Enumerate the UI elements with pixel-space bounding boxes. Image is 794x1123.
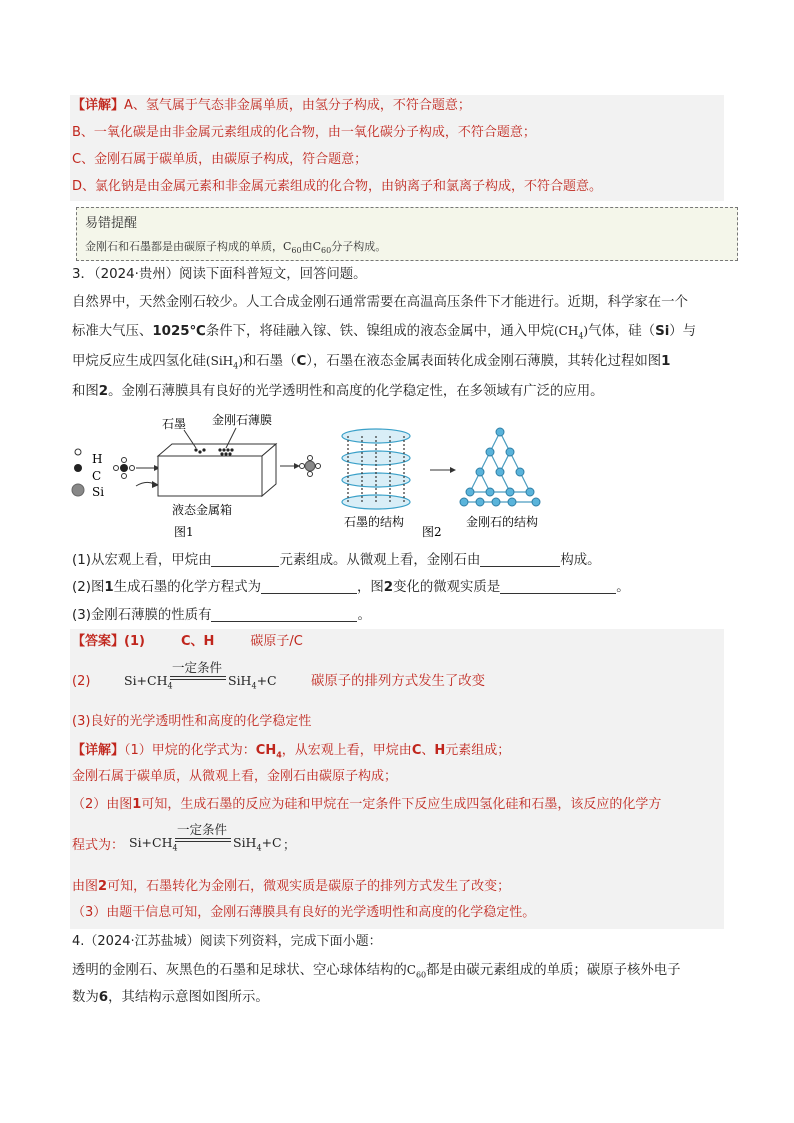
q2-blank-2[interactable] — [500, 579, 616, 594]
answer-equation — [124, 660, 284, 694]
eq2-left-sub: 4 — [172, 843, 178, 853]
d2-l1a: （1）甲烷的化学式为： — [124, 743, 256, 758]
q3-sub2 — [72, 578, 630, 598]
q1-blank-1[interactable] — [211, 552, 279, 567]
graphite-structure-icon — [342, 429, 410, 509]
detail2-line4: 程式为： — [72, 838, 125, 853]
d2-l1e: 、 — [421, 743, 435, 758]
detail1-text-a: A、氢气属于气态非金属单质，由氢分子构成，不符合题意； — [124, 98, 471, 113]
q4-c60-text: C — [406, 963, 416, 977]
q3-blank[interactable] — [211, 607, 357, 622]
eq2-right — [233, 835, 282, 853]
d2-ch4-sub: 4 — [276, 750, 282, 760]
eq-condition: 一定条件 — [172, 660, 223, 675]
liquid-metal-box — [158, 444, 276, 496]
detail-equation — [129, 822, 299, 856]
answer1-value1: C、H — [180, 634, 215, 649]
tip-sub1: 60 — [291, 246, 302, 256]
q4-p1c: 都是由碳元素组成的单质；碳原子核外电子 — [426, 963, 681, 978]
q3-p2f: ）与 — [669, 324, 697, 339]
q3-si: Si — [655, 324, 670, 339]
eq-right — [228, 673, 277, 691]
methane-molecule-icon — [114, 458, 135, 479]
q3-c: C — [296, 354, 307, 369]
eq-left — [124, 673, 173, 691]
q4-c60 — [406, 963, 427, 980]
answer1-value2: 碳原子/C — [250, 634, 303, 649]
q3-para-line2 — [72, 321, 696, 346]
detail-tag: 【详解】 — [72, 98, 125, 113]
q2-fig1: 1 — [104, 580, 114, 595]
q3-p2a: 标准大气压、 — [72, 324, 153, 339]
d2-c: C — [411, 743, 422, 758]
caption-fig2: 图2 — [422, 525, 442, 539]
tip-text — [85, 238, 386, 255]
q4-six: 6 — [98, 990, 109, 1005]
d2-l5c: 可知，石墨转化为金刚石，微观实质是碳原子的排列方式发生了改变； — [107, 879, 511, 894]
q1-blank-2[interactable] — [480, 552, 560, 567]
q3-sub1 — [72, 551, 601, 571]
q2-text-d: ，图 — [356, 580, 384, 595]
ch4-formula: $(CH_4)$ — [553, 324, 589, 341]
detail1-line-a — [72, 96, 471, 116]
answer1-num: (1) — [124, 634, 145, 649]
detail2-line3 — [72, 795, 661, 815]
silane-molecule-icon — [300, 456, 321, 477]
answer3: (3)良好的光学透明性和高度的化学稳定性 — [72, 714, 312, 729]
eq-line-bottom — [170, 679, 226, 680]
q3-para-line1: 自然界中，天然金刚石较少。人工合成金刚石通常需要在高温高压条件下才能进行。近期，科学家在一个 — [72, 295, 688, 310]
in-arrow-bottom — [136, 482, 154, 486]
eq2-end: ； — [283, 837, 296, 852]
answer-line1 — [72, 632, 303, 652]
q3-p3b: 和石墨（ — [242, 354, 297, 369]
detail1-line-c: C、金刚石属于碳单质，由碳原子构成，符合题意； — [72, 152, 368, 167]
q4-line1 — [72, 960, 681, 985]
eq-right-sub: 4 — [251, 681, 257, 691]
detail2-line6: （3）由题干信息可知，金刚石薄膜具有良好的光学透明性和高度的化学稳定性。 — [72, 905, 536, 920]
q3-p3d: ），石墨在液态金属表面转化成金刚石薄膜，其转化过程如图 — [306, 354, 662, 369]
d2-l3c: 可知，生成石墨的反应为硅和甲烷在一定条件下反应生成四氢化硅和石墨，该反应的化学方 — [141, 797, 662, 812]
answer-tag: 【答案】 — [72, 634, 125, 649]
legend-si-label: Si — [92, 485, 105, 499]
tip-text-pre: 金刚石和石墨都是由碳原子构成的单质，C — [85, 240, 292, 253]
legend-h-dot — [75, 449, 81, 455]
q4-p2a: 数为 — [72, 990, 99, 1005]
d2-fig1: 1 — [132, 797, 142, 812]
q3-p4c: 。金刚石薄膜具有良好的光学透明性和高度的化学稳定性，在多领域有广泛的应用。 — [108, 384, 604, 399]
tip-text-post: 分子构成。 — [331, 240, 387, 253]
label-graphite-structure: 石墨的结构 — [344, 515, 405, 529]
q3-para-line4 — [72, 382, 604, 402]
q1-text-c: 构成。 — [560, 553, 601, 568]
q4-header: 4.（2024·江苏盐城）阅读下列资料，完成下面小题： — [72, 934, 382, 949]
label-film: 金刚石薄膜 — [212, 413, 273, 427]
eq2-right-sub: 4 — [256, 843, 262, 853]
q4-c60-sub: 60 — [415, 970, 427, 980]
q3-fig1-ref: 1 — [661, 354, 671, 369]
detail2-line5 — [72, 877, 510, 897]
q2-text-c: 生成石墨的化学方程式为 — [113, 580, 261, 595]
q3-p3a: 甲烷反应生成四氢化硅 — [72, 354, 206, 369]
d2-ch4: CH — [255, 743, 277, 758]
eq2-right-text: SiH — [233, 835, 257, 850]
sih4-sub: 4 — [233, 361, 239, 371]
label-metal-box: 液态金属箱 — [172, 503, 233, 517]
error-tip-box — [76, 207, 738, 261]
q3-p2c: 条件下，将硅融入镓、铁、镍组成的液态金属中，通入甲烷 — [205, 324, 554, 339]
q4-p2c: ，其结构示意图如图所示。 — [108, 990, 269, 1005]
tip-text-mid: 由C — [301, 240, 322, 253]
q4-line2 — [72, 988, 269, 1008]
caption-fig1: 图1 — [174, 525, 194, 539]
q2-fig2: 2 — [383, 580, 394, 595]
legend-si-dot — [72, 484, 84, 496]
eq-right-text: SiH — [228, 673, 252, 688]
d2-l1c: ，从宏观上看，甲烷由 — [281, 743, 412, 758]
d2-l1g: 元素组成； — [445, 743, 511, 758]
eq2-left-text: Si+CH — [129, 835, 173, 850]
q3-para-line3 — [72, 351, 670, 376]
q2-text-g: 。 — [616, 580, 630, 595]
q3-text-b: 。 — [357, 608, 371, 623]
q3-temp: 1025℃ — [152, 324, 206, 339]
q1-text-b: 元素组成。从微观上看，金刚石由 — [279, 553, 481, 568]
eq2-condition: 一定条件 — [177, 822, 228, 837]
answer2-num: (2) — [72, 674, 91, 689]
label-graphite: 石墨 — [162, 417, 187, 431]
q3-sub3 — [72, 606, 371, 626]
d2-l5a: 由图 — [72, 879, 99, 894]
d2-l3a: （2）由图 — [72, 797, 133, 812]
q3-header: 3．（2024·贵州）阅读下面科普短文，回答问题。 — [72, 267, 367, 282]
detail1-line-d: D、氯化钠是由金属元素和非金属元素组成的化合物，由钠离子和氯离子构成，不符合题意。 — [72, 179, 603, 194]
detail1-line-b: B、一氧化碳是由非金属元素组成的化合物，由一氧化碳分子构成，不符合题意； — [72, 125, 536, 140]
eq-right-c: +C — [256, 673, 277, 688]
q3-p2d: 气体，硅（ — [588, 324, 656, 339]
q2-blank-1[interactable] — [261, 579, 357, 594]
q4-p1a: 透明的金刚石、灰黑色的石墨和足球状、空心球体结构的 — [72, 963, 407, 978]
detail2-line2: 金刚石属于碳单质，从微观上看，金刚石由碳原子构成； — [72, 769, 398, 784]
q2-text-a: (2)图 — [72, 580, 105, 595]
ch4-text: CH — [558, 324, 579, 338]
eq-line-top — [170, 676, 226, 677]
legend-c-dot — [74, 464, 82, 472]
answer2-value2: 碳原子的排列方式发生了改变 — [311, 674, 486, 689]
tip-sub2: 60 — [321, 246, 332, 256]
q2-text-f: 变化的微观实质是 — [393, 580, 501, 595]
diamond-structure-icon — [460, 428, 540, 506]
eq-left-text: Si+CH — [124, 673, 168, 688]
d2-h: H — [434, 743, 446, 758]
legend-c-label: C — [92, 469, 102, 483]
eq2-right-c: +C — [261, 835, 282, 850]
eq2-line-bottom — [175, 841, 231, 842]
d2-fig2: 2 — [98, 879, 108, 894]
detail2-line1 — [72, 741, 510, 766]
ch4-sub: 4 — [578, 331, 584, 341]
sih4-formula: (SiH$_4$) — [205, 354, 243, 371]
tip-title: 易错提醒 — [85, 216, 138, 231]
q3-p4a: 和图 — [72, 384, 99, 399]
detail2-tag: 【详解】 — [72, 743, 125, 758]
label-diamond-structure: 金刚石的结构 — [466, 515, 539, 529]
q3-fig2-ref: 2 — [98, 384, 109, 399]
eq2-line-top — [175, 838, 231, 839]
q1-text-a: (1)从宏观上看，甲烷由 — [72, 553, 212, 568]
q3-text-a: (3)金刚石薄膜的性质有 — [72, 608, 212, 623]
transform-arrow-head — [450, 467, 456, 473]
legend-h-label: H — [92, 452, 103, 466]
eq-left-sub: 4 — [167, 681, 173, 691]
eq2-left — [129, 835, 178, 853]
sih4-text: SiH — [210, 354, 234, 368]
reaction-figure — [66, 410, 566, 550]
